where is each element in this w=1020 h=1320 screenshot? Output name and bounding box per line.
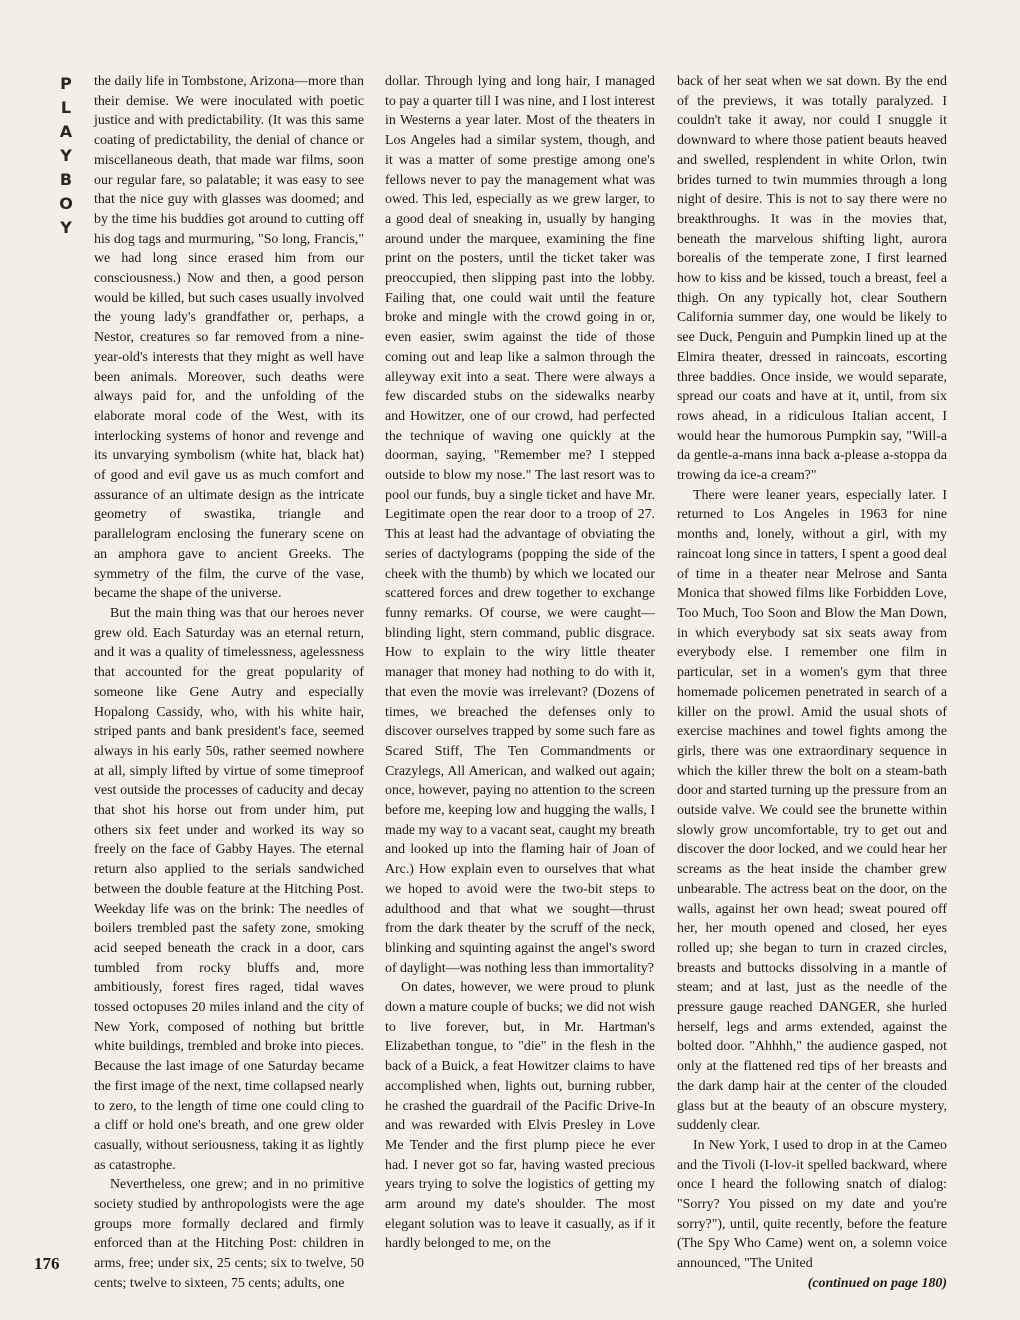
brand-letter: Y	[60, 218, 72, 237]
brand-letter: O	[59, 194, 73, 213]
brand-letter: B	[59, 170, 73, 189]
page-number: 176	[34, 1254, 60, 1273]
paragraph: On dates, however, we were proud to plunk down a mature couple of bucks; we did not wish to live forever, but, in Mr. Hartman's Elizabethan tongue, to "die" in the flesh in the back of a Buick, a feat Howitzer claims to have accomplished when, lights out, burning rubber, he crashed the guardrail of the Pacific Drive-In and was rewarded with Elvis Presley in Love Me Tender and the first plump piece he ever had. I never got so far, having wasted precious years trying to solve the logistics of getting my arm around my date's shoulder. The most elegant solution was to leave it casually, as if it hardly belonged to me, on the	[385, 980, 655, 1252]
paragraph: But the main thing was that our heroes never grew old. Each Saturday was an eternal return, and it was a quality of timelessness, agelessness that accounted for the great popularity of someone like Gene Autry and especially Hopalong Cassidy, who, with his white hair, striped pants and bank president's face, seemed always in his early 50s, rather seemed nowhere at all, simply lifted by virtue of some timeproof vest outside the processes of caducity and decay that shot his horse out from under him, put others six feet under and worked its way so freely on the face of Gabby Hayes. The eternal return also applied to the serials sandwiched between the double feature at the Hitching Post. Weekday life was on the brink: The needles of boilers trembled past the safety zone, smoking acid seeped beneath the crack in a door, cars tumbled from rocky bluffs and, more ambitiously, forest fires raged, tidal waves tossed octopuses 20 miles inland and the city of New York, composed of nothing but brittle white buildings, trembled and broke into pieces. Because the last image of one Saturday became the first image of the next, time collapsed nearly to zero, to the length of time one could cling to a cliff or hold one's breath, and one grew older casually, without seriousness, taking it as lightly as catastrophe.	[94, 605, 364, 1173]
text-column-2	[385, 72, 655, 1254]
continued-note: (continued on page 180)	[807, 1275, 947, 1291]
text-column-3	[677, 72, 947, 1294]
paragraph: Nevertheless, one grew; and in no primitive society studied by anthropologists were the age groups more formally declared and firmly enforced than at the Hitching Post: children in arms, free; under six, 25 cents; six to twelve, 50 cents; twelve to sixteen, 75 cents; adults, one	[94, 1177, 364, 1291]
paragraph: In New York, I used to drop in at the Cameo and the Tivoli (I-lov-it spelled backward, where once I heard the following snatch of dialog: "Sorry? You pissed on my date and you're sorry?"), until, quite recently, before the feature (The Spy Who Came) went on, a solemn voice announced, "The United	[677, 1137, 947, 1272]
brand-letter: Y	[60, 146, 72, 165]
brand-letter: L	[60, 98, 72, 117]
paragraph: There were leaner years, especially later. I returned to Los Angeles in 1963 for nine months and, lonely, without a girl, with my raincoat long since in tatters, I spent a good deal of time in a theater near Melrose and Santa Monica that showed films like Forbidden Love, Too Much, Too Soon and Blow the Man Down, in which everybody sat six seats away from everybody else. I remember one film in particular, set in a women's gym that three homemade policemen penetrated in search of a killer on the prowl. Amid the usual shots of exercise machines and towel fights among the girls, there was one extraordinary sequence in which the killer threw the bolt on a steam-bath door and started turning up the pressure from an outside valve. We could see the brunette within slowly grow uncomfortable, try to get out and discover the door locked, and we could hear her screams as the heat inside the chamber grew unbearable. The actress beat on the door, on the walls, against her own head; sweat poured off her, her mouth opened and closed, her eyes rolled up; she began to turn in crazed circles, breasts and buttocks dissolving in a mantle of steam; and at last, just as the needle of the pressure gauge reached DANGER, she hurled herself, legs and arms extended, against the bolted door. "Ahhhh," the audience gasped, not only at the flattened red tips of her breasts and the dark damp hair at the center of the clouded glass but at the beauty of an obscure mystery, suddenly clear.	[677, 487, 947, 1134]
paragraph: back of her seat when we sat down. By the end of the previews, it was totally paralyzed. I couldn't take it away, nor could I snuggle it downward to where those patient beauts heaved and swelled, resplendent in white Orlon, twin brides turned to twin mummies through a long night of desire. This is not to say there were no breakthroughs. It was in the movies that, beneath the marvelous shifting light, aurora borealis of the temperate zone, I first learned how to kiss and be kissed, touch a breast, feel a thigh. On any typically hot, clear Southern California summer day, one would be likely to see Duck, Penguin and Pumpkin lined up at the Elmira theater, dressed in raincoats, escorting three baddies. Once inside, we would separate, spread our coats and have at it, until, from six rows ahead, in a ridiculous Italian accent, I would hear the humorous Pumpkin say, "Will-a da gentle-a-mans inna back a-please a-stoppa da trowing da ice-a cream?"	[677, 74, 947, 484]
paragraph: the daily life in Tombstone, Arizona—more than their demise. We were inoculated with poetic justice and with predictability. (It was this same coating of predictability, the denial of chance or miscellaneous death, that made war films, soon our regular fare, so palatable; it was easy to see that the nice guy with glasses was doomed; and by the time his buddies got around to cutting off his dog tags and murmuring, "So long, Francis," we had long since erased him from our consciousness.) Now and then, a good person would be killed, but such cases usually involved the young lady's grandfather or, perhaps, a Nestor, creatures so far removed from a nine-year-old's interests that they might as well have been animals. Moreover, such deaths were always paid for, and the unfolding of the elaborate moral code of the West, with its interlocking systems of honor and revenge and its unvarying symbolism (white hat, black hat) of good and evil gave us as much comfort and assurance of an ultimate design as the intricate geometry of swastika, triangle and parallelogram enclosing the funerary scene on an amphora gave to ancient Greeks. The symmetry of the film, the curve of the vase, became the shape of the universe.	[94, 74, 364, 602]
brand-letter: P	[60, 74, 72, 93]
paragraph: dollar. Through lying and long hair, I managed to pay a quarter till I was nine, and I lost interest in Westerns a year later. Most of the theaters in Los Angeles had a similar system, though, and it was a matter of some prestige among one's fellows never to pay the management what was owed. This led, especially as we grew larger, to a good deal of sneaking in, usually by hanging around under the marquee, examining the fine print on the posters, until the ticket taker was preoccupied, then slipping past into the lobby. Failing that, one could wait until the feature broke and mingle with the crowd going in or, even easier, swim against the tide of those coming out and leap like a salmon through the alleyway exit into a seat. There were always a few discarded stubs on the sidewalks nearby and Howitzer, one of our crowd, had perfected the technique of waving one quickly at the doorman, saying, "Remember me? I stepped outside to blow my nose." The last resort was to pool our funds, buy a single ticket and have Mr. Legitimate open the rear door to a troop of 27. This at least had the advantage of obviating the series of dactylograms (popping the side of the cheek with the thumb) by which we located our scattered forces and drew together to exchange funny remarks. Of course, we were caught—blinding light, stern command, public disgrace. How to explain to the wiry little theater manager that money had nothing to do with it, that even the movie was irrelevant? (Dozens of times, we breached the defenses only to discover ourselves trapped by some such fare as Scared Stiff, The Ten Commandments or Crazylegs, All American, and walked out again; once, however, paying no attention to the screen before me, keeping low and hugging the walls, I made my way to a vacant seat, caught my breath and looked up into the flaming hair of Joan of Arc.) How explain even to ourselves that what we hoped to avoid were the two-bit steps to adulthood and that what we sought—thrust from the dark theater by the scruff of the neck, blinking and squinting against the angel's sword of daylight—was nothing less than immortality?	[385, 74, 655, 976]
playboy-masthead-vertical	[54, 72, 78, 240]
text-column-1	[94, 72, 364, 1294]
brand-letter: A	[59, 122, 73, 141]
